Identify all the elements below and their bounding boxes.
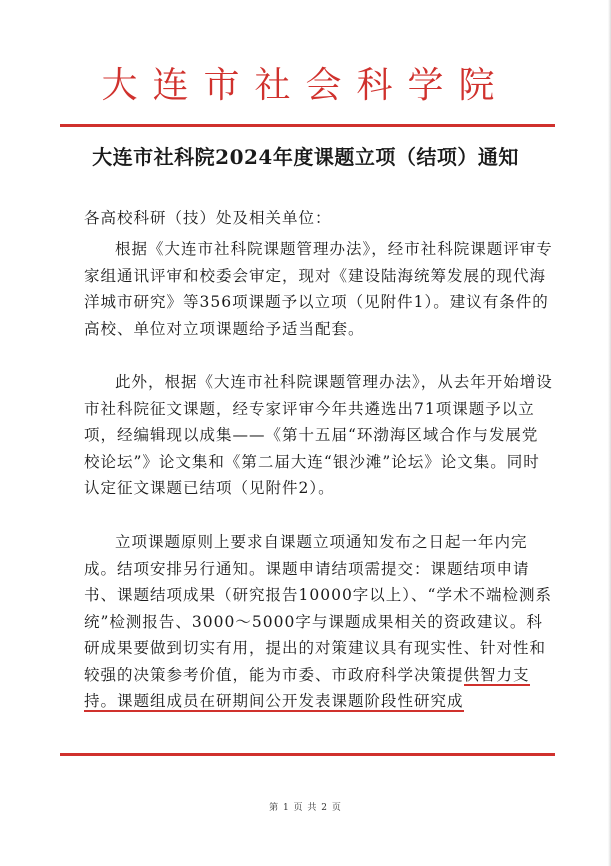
- notice-title: 大连市社科院2024年度课题立项（结项）通知: [92, 145, 519, 169]
- letterhead-divider: [60, 124, 555, 127]
- paragraph-3: [84, 529, 554, 715]
- paragraph-3-underlined: 供智力支持。课题组成员在研期间公开发表课题阶段性研究成: [84, 665, 530, 710]
- page-number: 第 1 页 共 2 页: [269, 803, 342, 813]
- org-letterhead-title: 大连市社会科学院: [101, 65, 510, 106]
- paragraph-3-text: 立项课题原则上要求自课题立项通知发布之日起一年内完成。结项安排另行通知。课题申请结项需提交：课题结项申请书、课题结项成果（研究报告10000字以上）、“学术不端检测系统”检测报告、3000～5000字与课题成果相关的资政建议。科研成果要做到切实有用，提出的对策建议具有现实性、针对性和较强的决策参考价值，能为市委、市政府科学决策提: [84, 533, 552, 684]
- paragraph-2: 此外，根据《大连市社科院课题管理办法》，从去年开始增设市社科院征文课题，经专家评审今年共遴选出71项课题予以立项，经编辑现以成集——《第十五届“环渤海区域合作与发展党校论坛”》论文集和《第二届大连“银沙滩”论坛》论文集。同时认定征文课题已结项（见附件2）。: [84, 373, 553, 497]
- bottom-divider: [60, 753, 555, 756]
- salutation: 各高校科研（技）处及相关单位：: [84, 209, 332, 227]
- paragraph-1: 根据《大连市社科院课题管理办法》，经市社科院课题评审专家组通讯评审和校委会审定，现对《建设陆海统筹发展的现代海洋城市研究》等356项课题予以立项（见附件1）。建议有条件的高校、单位对立项课题给予适当配套。: [84, 240, 553, 338]
